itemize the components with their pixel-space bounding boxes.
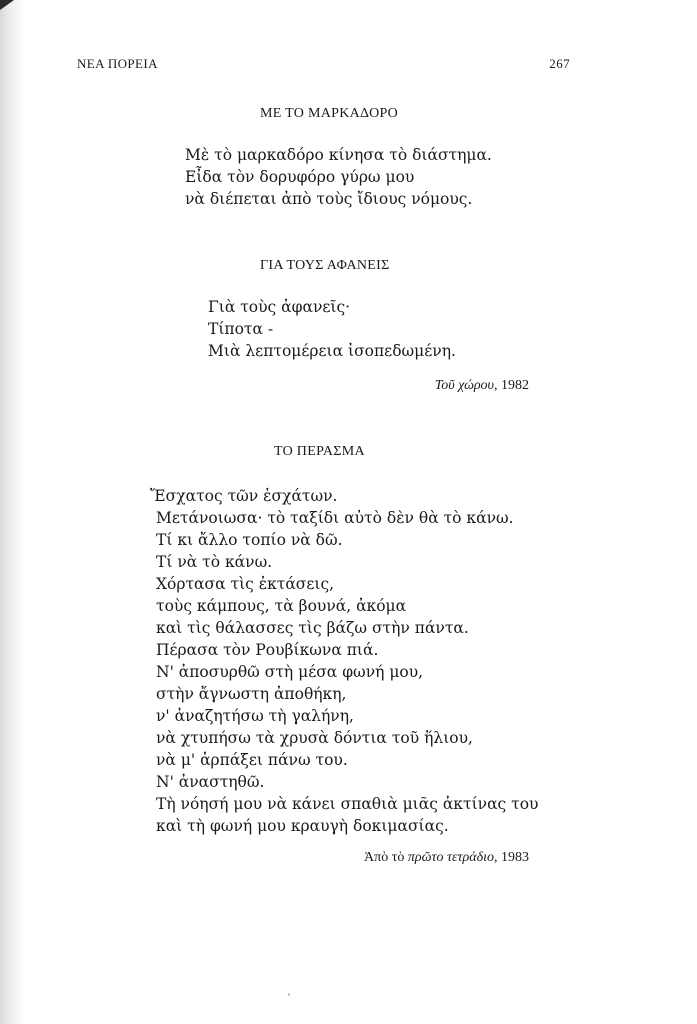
poem-line: νὰ χτυπήσω τὰ χρυσὰ δόντια τοῦ ἥλιου, xyxy=(156,729,473,747)
poem-line: Τί νὰ τὸ κάνω. xyxy=(156,553,273,571)
poem-line: καὶ τὴ φωνή μου κραυγὴ δοκιμασίας. xyxy=(156,817,449,835)
poem-line: Χόρτασα τὶς ἐκτάσεις, xyxy=(156,575,335,593)
poem-line: Τὴ νόησή μου νὰ κάνει σπαθιὰ μιᾶς ἀκτίνας του xyxy=(156,795,539,813)
poem-source-afaneis xyxy=(435,378,529,394)
poem-line: τοὺς κάμπους, τὰ βουνά, ἀκόμα xyxy=(156,597,407,615)
poem-source-perasma xyxy=(364,850,529,866)
poem-title-perasma: ΤΟ ΠΕΡΑΣΜΑ xyxy=(274,444,365,459)
poem-line: Ν' ἀποσυρθῶ στὴ μέσα φωνή μου, xyxy=(156,663,424,681)
source-year: , 1983 xyxy=(494,850,529,865)
poem-line: Ἔσχατος τῶν ἐσχάτων. xyxy=(150,487,338,505)
source-prefix: Ἀπὸ τὸ xyxy=(364,850,408,865)
poem-line: νὰ μ' ἁρπάξει πάνω του. xyxy=(156,751,348,769)
poem-line: Μιὰ λεπτομέρεια ἰσοπεδωμένη. xyxy=(208,342,456,360)
poem-line: Γιὰ τοὺς ἀφανεῖς· xyxy=(208,298,351,316)
page-edge-shadow xyxy=(0,0,26,1024)
poem-body-perasma xyxy=(150,485,538,837)
source-work-title: πρῶτο τετράδιο xyxy=(407,850,494,865)
poem-line: καὶ τὶς θάλασσες τὶς βάζω στὴν πάντα. xyxy=(156,619,469,637)
poem-line: Μὲ τὸ μαρκαδόρο κίνησα τὸ διάστημα. xyxy=(185,146,492,164)
running-head-title: ΝΕΑ ΠΟΡΕΙΑ xyxy=(77,56,158,71)
poem-line: Πέρασα τὸν Ρουβίκωνα πιά. xyxy=(156,641,379,659)
poem-line: νὰ διέπεται ἀπὸ τοὺς ἴδιους νόμους. xyxy=(185,190,473,208)
poem-line: Τίποτα - xyxy=(208,320,274,338)
poem-line: Τί κι ἄλλο τοπίο νὰ δῶ. xyxy=(156,531,343,549)
poem-body-markadoro xyxy=(185,144,492,210)
paper-speck xyxy=(288,993,290,996)
poem-line: Ν' ἀναστηθῶ. xyxy=(156,773,265,791)
poem-line: Εἶδα τὸν δορυφόρο γύρω μου xyxy=(185,168,415,186)
poem-line: στὴν ἄγνωστη ἀποθήκη, xyxy=(156,685,347,703)
poem-line: Μετάνοιωσα· τὸ ταξίδι αὐτὸ δὲν θὰ τὸ κάνω. xyxy=(156,509,514,527)
poem-line: ν' ἀναζητήσω τὴ γαλήνη, xyxy=(156,707,354,725)
source-work-title: Τοῦ χώρου xyxy=(434,378,494,393)
poem-title-afaneis: ΓΙΑ ΤΟΥΣ ΑΦΑΝΕΙΣ xyxy=(260,258,390,273)
poem-body-afaneis xyxy=(208,296,456,362)
source-year: , 1982 xyxy=(494,378,529,393)
poem-title-markadoro: ΜΕ ΤΟ ΜΑΡΚΑΔΟΡΟ xyxy=(260,106,398,121)
page-number: 267 xyxy=(549,56,570,71)
